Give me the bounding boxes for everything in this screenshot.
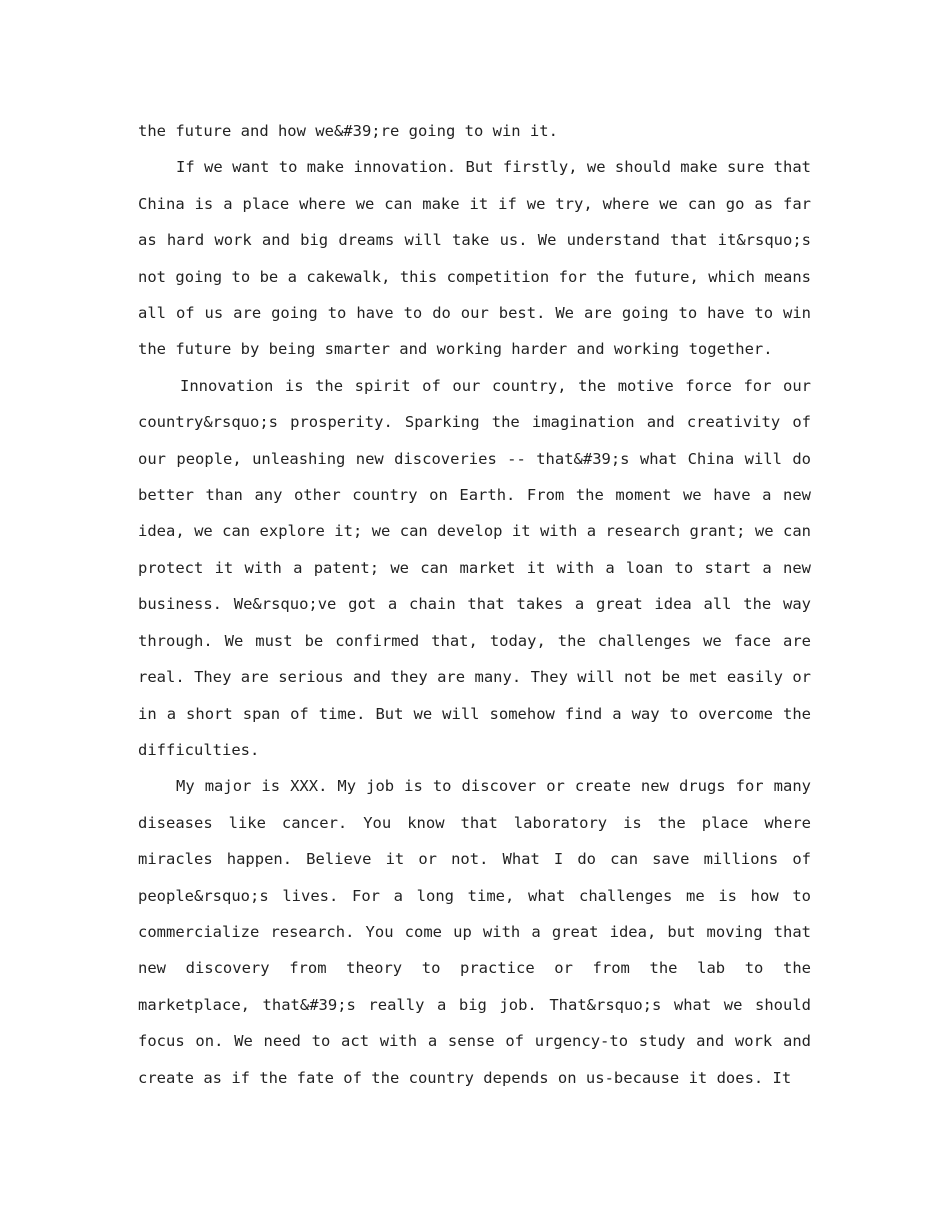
paragraph-continuation: the future and how we&#39;re going to win it. bbox=[138, 122, 558, 140]
document-body bbox=[138, 113, 811, 1096]
paragraph-innovation-spirit: Innovation is the spirit of our country, the motive force for our country&rsquo;s prosperity. Sparking the imagination and creativity of our people, unleashing new discoveries -- that&#39;s what China will do better than any other country on Earth. From the moment we have a new idea, we can explore it; we can develop it with a research grant; we can protect it with a patent; we can market it with a loan to start a new business. We&rsquo;ve got a chain that takes a great idea all the way through. We must be confirmed that, today, the challenges we face are real. They are serious and they are many. They will not be met easily or in a short span of time. But we will somehow find a way to overcome the difficulties. bbox=[138, 376, 811, 759]
paragraph-my-major: My major is XXX. My job is to discover or create new drugs for many diseases like cancer. You know that laboratory is the place where miracles happen. Believe it or not. What I do can save millions of people&rsquo;s lives. For a long time, what challenges me is how to commercialize research. You come up with a great idea, but moving that new discovery from theory to practice or from the lab to the marketplace, that&#39;s really a big job. That&rsquo;s what we should focus on. We need to act with a sense of urgency-to study and work and create as if the fate of the country depends on us-because it does. It bbox=[138, 777, 811, 1087]
paragraph-innovation-intro: If we want to make innovation. But firstly, we should make sure that China is a place where we can make it if we try, where we can go as far as hard work and big dreams will take us. We understand that it&rsquo;s not going to be a cakewalk, this competition for the future, which means all of us are going to have to do our best. We are going to have to win the future by being smarter and working harder and working together. bbox=[138, 158, 811, 359]
